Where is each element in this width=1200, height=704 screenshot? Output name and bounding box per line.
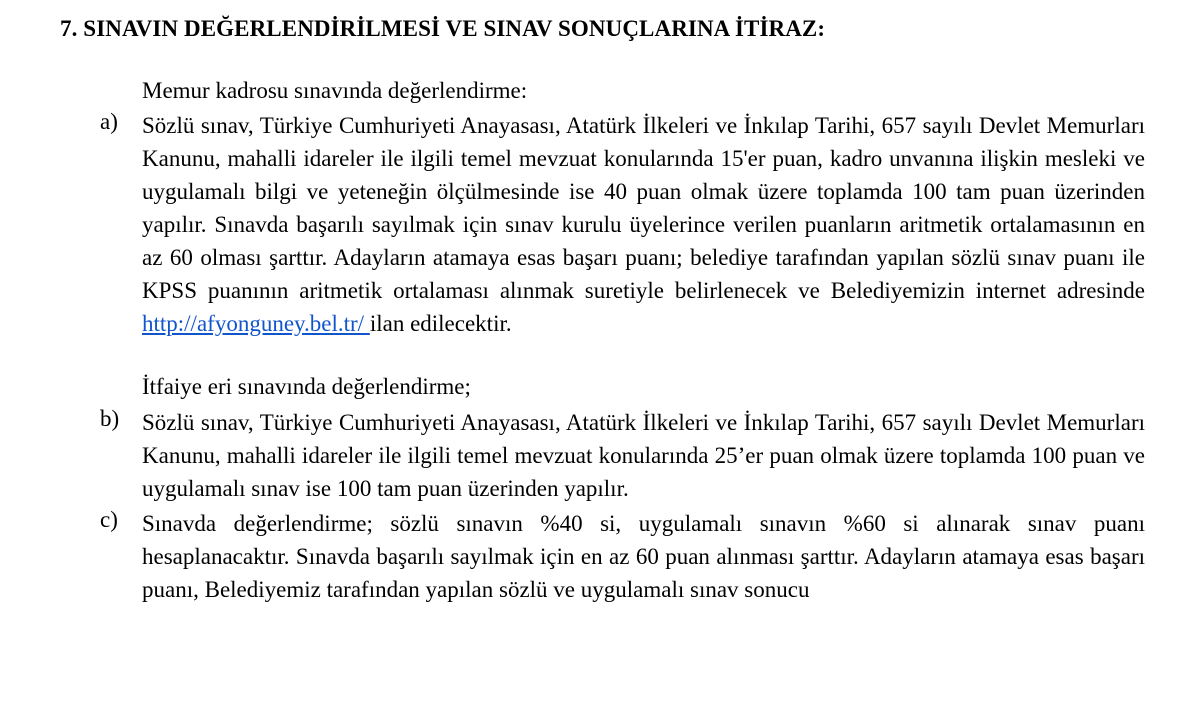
- list-marker-b: b): [100, 406, 120, 431]
- list-item-b-body: Sözlü sınav, Türkiye Cumhuriyeti Anayasası, Atatürk İlkeleri ve İnkılap Tarihi, 657 sayılı Devlet Memurları Kanunu, mahalli idareler ile ilgili temel mevzuat konularında 25’er puan olmak üzere toplamda 100 puan ve uygulamalı sınav ise 100 tam puan üzerinden yapılır.: [142, 410, 1145, 501]
- list-item-a-text-end: ilan edilecektir.: [369, 311, 512, 336]
- list-item-c: [100, 507, 1145, 606]
- list-item-a-text: Sözlü sınav, Türkiye Cumhuriyeti Anayasası, Atatürk İlkeleri ve İnkılap Tarihi, 657 sayılı Devlet Memurları Kanunu, mahalli idareler ile ilgili temel mevzuat konularında 15'er puan, kadro unvanına ilişkin mesleki ve uygulamalı bilgi ve yeteneğin ölçülmesinde ise 40 puan olmak üzere toplamda 100 tam puan üzerinden yapılır. Sınavda başarılı sayılmak için sınav kurulu üyelerince verilen puanların aritmetik ortalamasının en az 60 olması şarttır. Adayların atamaya esas başarı puanı; belediye tarafından yapılan sözlü sınav puanı ile KPSS puanının aritmetik ortalaması alınmak suretiyle belirlenecek ve Belediyemizin internet adresinde: [142, 113, 1145, 303]
- list-item-b: [100, 406, 1145, 505]
- list-item-c-body: Sınavda değerlendirme; sözlü sınavın %40 si, uygulamalı sınavın %60 si alınarak sınav puanı hesaplanacaktır. Sınavda başarılı sayılmak için en az 60 puan alınması şarttır. Adayların atamaya esas başarı puanı, Belediyemiz tarafından yapılan sözlü ve uygulamalı sınav sonucu: [142, 511, 1145, 602]
- list-marker-a: a): [100, 109, 118, 134]
- list-item-a-body: [142, 109, 1145, 340]
- section-heading: 7. SINAVIN DEĞERLENDİRİLMESİ VE SINAV SONUÇLARINA İTİRAZ:: [60, 16, 826, 41]
- list-item-a: [100, 109, 1145, 340]
- list-marker-c: c): [100, 507, 118, 532]
- memur-intro-line: Memur kadrosu sınavında değerlendirme:: [142, 78, 528, 103]
- itfaiye-intro-line: İtfaiye eri sınavında değerlendirme;: [142, 374, 471, 399]
- municipality-website-link[interactable]: http://afyonguney.bel.tr/: [142, 311, 370, 336]
